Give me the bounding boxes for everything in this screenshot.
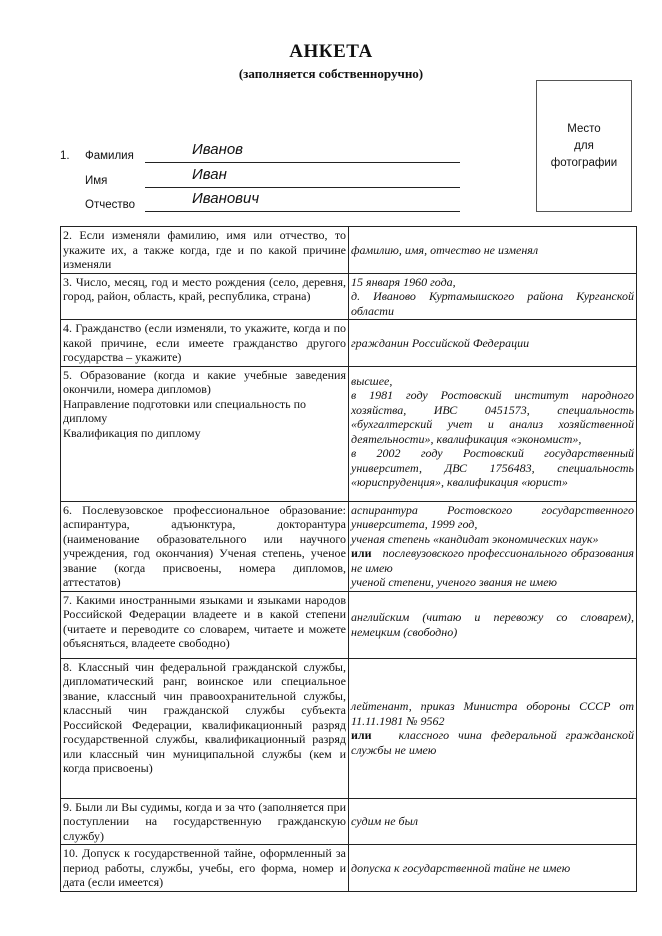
or-keyword: или xyxy=(351,546,372,560)
question-cell: 9. Были ли Вы судимы, когда и за что (заполняется при поступлении на государственную гражданскую службу) xyxy=(61,798,349,845)
photo-label-line3: фотографии xyxy=(550,156,618,169)
surname-underline xyxy=(145,162,460,163)
answer-line: в 1981 году Ростовский институт народного хозяйства, ИВС 0451573, специальность «бухгалтерский учет и анализ хозяйственной деятельности», квалификация «экономист», xyxy=(351,388,634,446)
answer-cell[interactable]: гражданин Российской Федерации xyxy=(349,320,637,367)
answer-line: высшее, xyxy=(351,373,393,388)
answer-cell[interactable] xyxy=(349,501,637,591)
surname-value[interactable]: Иванов xyxy=(192,141,243,158)
table-row xyxy=(61,798,637,845)
patronymic-row xyxy=(60,190,470,212)
table-row xyxy=(61,591,637,658)
name-underline xyxy=(145,187,460,188)
photo-label-line2: для xyxy=(574,139,594,152)
form-subtitle: (заполняется собственноручно) xyxy=(238,66,424,81)
surname-row xyxy=(60,141,470,163)
question-cell xyxy=(61,366,349,501)
answer-cell[interactable]: допуска к государственной тайне не имею xyxy=(349,845,637,892)
questionnaire-table xyxy=(60,226,637,892)
answer-cell[interactable]: английским (читаю и перевожу со словарем), немецким (свободно) xyxy=(349,591,637,658)
or-keyword: или xyxy=(351,728,372,742)
question-cell: 10. Допуск к государственной тайне, оформленный за период работы, службы, учебы, его форма, номер и дата (если имеется) xyxy=(61,845,349,892)
photo-placeholder xyxy=(536,80,632,212)
table-row xyxy=(61,366,637,501)
surname-label: Фамилия xyxy=(85,150,134,162)
answer-alt-text: классного чина федеральной гражданской службы не имею xyxy=(351,728,634,757)
answer-alt-text: послевузовского профессионального образования не имею xyxy=(351,546,635,575)
table-row xyxy=(61,658,637,798)
question-cell: 6. Послевузовское профессиональное образование: аспирантура, адъюнктура, докторантура (наименование образовательного или научного учреждения, год окончания) Ученая степень, ученое звание (когда присвоены, номера дипломов, аттестатов) xyxy=(61,501,349,591)
question-line: 5. Образование (когда и какие учебные заведения окончили, номера дипломов) xyxy=(63,367,346,396)
question-cell: 7. Какими иностранными языками и языками народов Российской Федерации владеете и в какой степени (читаете и переводите со словарем, читаете и можете объясняться, владеете свободно) xyxy=(61,591,349,658)
item-number: 1. xyxy=(60,150,70,162)
answer-line: д. Иваново Куртамышского района Курганской области xyxy=(351,289,634,318)
name-value[interactable]: Иван xyxy=(192,166,227,183)
table-row xyxy=(61,227,637,274)
photo-label-line1: Место xyxy=(567,122,601,135)
table-row xyxy=(61,845,637,892)
answer-line: в 2002 году Ростовский государственный университет, ДВС 1756483, специальность «юриспруденция», квалификация «юрист» xyxy=(351,446,634,489)
patronymic-value[interactable]: Иванович xyxy=(192,190,260,207)
answer-cell[interactable]: судим не был xyxy=(349,798,637,845)
answer-line: 15 января 1960 года, xyxy=(351,274,456,289)
answer-line: лейтенант, приказ Министра обороны СССР от 11.11.1981 № 9562 xyxy=(351,699,634,728)
name-row xyxy=(60,166,470,188)
question-line: Направление подготовки или специальность по диплому xyxy=(63,396,307,425)
answer-line: ученая степень «кандидат экономических наук» xyxy=(351,531,599,546)
name-label: Имя xyxy=(85,175,108,187)
table-row xyxy=(61,501,637,591)
answer-cell[interactable]: фамилию, имя, отчество не изменял xyxy=(349,227,637,274)
question-cell: 4. Гражданство (если изменяли, то укажите, когда и по какой причине, если имеете гражданство другого государства – укажите) xyxy=(61,320,349,367)
answer-cell[interactable] xyxy=(349,366,637,501)
table-row xyxy=(61,320,637,367)
question-cell: 8. Классный чин федеральной гражданской службы, дипломатический ранг, воинское или специальное звание, классный чин правоохранительной службы, классный чин гражданской службы субъекта Российской Федерации, квалификационный разряд государственной службы, квалификационный разряд или классный чин муниципальной службы (кем и когда присвоены) xyxy=(61,658,349,798)
patronymic-underline xyxy=(145,211,460,212)
answer-line: ученой степени, ученого звания не имею xyxy=(351,575,558,589)
question-cell: 3. Число, месяц, год и место рождения (село, деревня, город, район, область, край, республика, страна) xyxy=(61,273,349,320)
answer-line: аспирантура Ростовского государственного университета, 1999 год, xyxy=(351,502,634,531)
form-title: АНКЕТА xyxy=(289,41,373,62)
answer-cell[interactable] xyxy=(349,658,637,798)
answer-cell[interactable] xyxy=(349,273,637,320)
question-cell: 2. Если изменяли фамилию, имя или отчество, то укажите их, а также когда, где и по какой причине изменяли xyxy=(61,227,349,274)
patronymic-label: Отчество xyxy=(85,199,135,211)
table-row xyxy=(61,273,637,320)
question-line: Квалификация по диплому xyxy=(63,425,201,440)
